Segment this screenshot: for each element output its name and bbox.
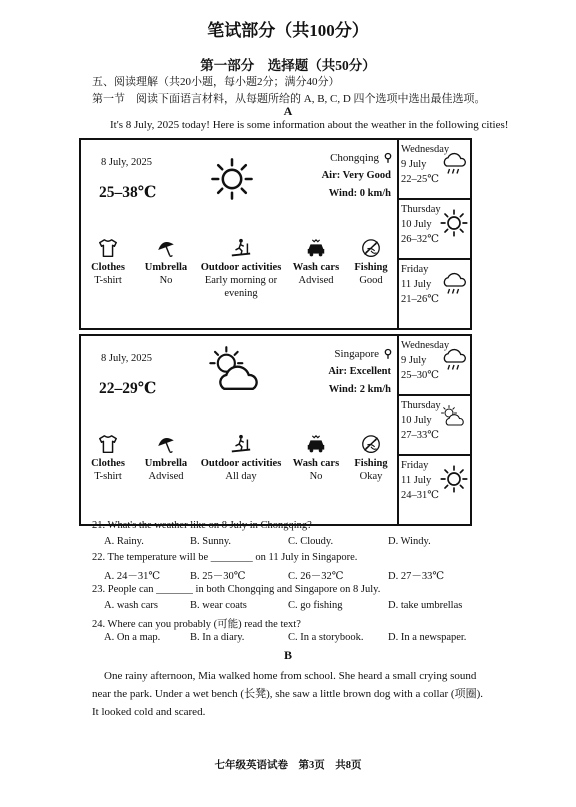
fishing-icon (360, 434, 382, 454)
question-option[interactable]: D. In a newspaper. (388, 632, 467, 643)
air-quality: Air: Very Good (321, 170, 391, 181)
activity-title: Outdoor activities (200, 262, 282, 273)
today-temp: 25–38℃ (99, 184, 157, 201)
question-option[interactable]: B. Sunny. (190, 536, 232, 547)
forecast-day (397, 336, 472, 396)
activity-value: Good (359, 275, 383, 286)
forecast-date: 9 July (401, 355, 427, 366)
weather-card (79, 138, 472, 330)
question-option[interactable]: C. Cloudy. (288, 536, 334, 547)
activity-title: Clothes (91, 262, 125, 273)
question-option[interactable]: D. take umbrellas (388, 600, 463, 611)
car-wash-icon (305, 434, 327, 454)
car-wash-icon (305, 238, 327, 258)
question-option[interactable]: A. On a map. (104, 632, 161, 643)
forecast-temp: 24–31℃ (401, 490, 439, 501)
forecast-temp: 27–33℃ (401, 430, 439, 441)
forecast-weekday: Thursday (401, 400, 441, 411)
forecast-date: 10 July (401, 415, 432, 426)
forecast-weekday: Thursday (401, 204, 441, 215)
activity-item (199, 238, 283, 300)
today-panel (81, 140, 399, 328)
forecast-date: 10 July (401, 219, 432, 230)
activity-title: Outdoor activities (200, 458, 282, 469)
fishing-icon (360, 238, 382, 258)
question-stem: 24. Where can you probably (可能) read the text? (92, 619, 301, 630)
question-stem: 21. What's the weather like on 8 July in Chongqing? (92, 520, 312, 531)
forecast-weekday: Friday (401, 264, 429, 275)
activity-title: Umbrella (144, 458, 188, 469)
question-option[interactable]: C. In a storybook. (288, 632, 364, 643)
question-option[interactable]: A. 24－31℃ (104, 571, 161, 582)
treadmill-icon (230, 434, 252, 454)
question-option[interactable]: B. In a diary. (190, 632, 245, 643)
activity-value: T-shirt (94, 275, 122, 286)
activity-value: T-shirt (94, 471, 122, 482)
location-pin-icon (383, 347, 393, 359)
part-instruction: 五、阅读理解（共20小题，每小题2分；满分40分） (92, 76, 340, 88)
page-footer: 七年级英语试卷 第3页 共8页 (214, 760, 362, 771)
forecast-day (397, 200, 472, 260)
passage-b-letter: B (283, 648, 292, 662)
activity-value: No (309, 471, 323, 482)
activity-value: Early morning or evening (204, 275, 278, 299)
wind-speed: Wind: 0 km/h (328, 188, 391, 199)
activity-value: Advised (298, 275, 334, 286)
weather-card (79, 334, 472, 526)
today-date: 8 July, 2025 (101, 353, 152, 364)
forecast-weekday: Friday (401, 460, 429, 471)
activity-title: Wash cars (292, 458, 340, 469)
activity-item (349, 434, 393, 483)
activity-item (138, 238, 194, 287)
question-option[interactable]: C. 26－32℃ (288, 571, 344, 582)
section-title: 第一部分 选择题（共50分） (200, 58, 376, 73)
question-option[interactable]: A. Rainy. (104, 536, 144, 547)
forecast-day (397, 260, 472, 328)
rain-icon (439, 268, 469, 298)
umbrella-icon (155, 434, 177, 454)
sun-icon (439, 464, 469, 494)
sun-icon (209, 156, 255, 202)
treadmill-icon (230, 238, 252, 258)
forecast-weekday: Wednesday (401, 340, 450, 351)
forecast-day (397, 396, 472, 456)
question-option[interactable]: D. Windy. (388, 536, 431, 547)
passage-a-letter: A (283, 104, 293, 118)
sun-icon (439, 208, 469, 238)
city-name: Singapore (334, 348, 379, 360)
activity-title: Wash cars (292, 262, 340, 273)
forecast-weekday: Wednesday (401, 144, 450, 155)
today-temp: 22–29℃ (99, 380, 157, 397)
today-panel (81, 336, 399, 524)
rain-icon (439, 148, 469, 178)
partly-cloudy-icon (205, 344, 269, 396)
forecast-temp: 22–25℃ (401, 174, 439, 185)
forecast-date: 9 July (401, 159, 427, 170)
page-title: 笔试部分（共100分） (207, 21, 369, 40)
wind-speed: Wind: 2 km/h (328, 384, 391, 395)
section-instruction: 第一节 阅读下面语言材料，从每题所给的 A, B, C, D 四个选项中选出最佳选项。 (92, 93, 486, 105)
activity-value: Advised (148, 471, 184, 482)
activity-title: Fishing (354, 458, 388, 469)
passage-b-text: One rainy afternoon, Mia walked home from school. She heard a small crying sound near the park. Under a wet bench (长凳), she saw a little brown dog with a collar (项圈). It looked cold and scared. (92, 670, 483, 718)
partly-cloudy-icon (439, 404, 469, 434)
tshirt-icon (97, 238, 119, 258)
forecast-day (397, 456, 472, 524)
activity-item (83, 238, 133, 287)
activity-item (138, 434, 194, 483)
question-option[interactable]: B. 25－30℃ (190, 571, 246, 582)
activity-value: No (159, 275, 173, 286)
passage-a-intro: It's 8 July, 2025 today! Here is some information about the weather in the following cities! (110, 119, 509, 131)
activity-value: All day (225, 471, 257, 482)
activity-item (83, 434, 133, 483)
activity-title: Fishing (354, 262, 388, 273)
activity-title: Umbrella (144, 262, 188, 273)
forecast-day (397, 140, 472, 200)
activity-item (199, 434, 283, 483)
activity-item (289, 238, 343, 287)
question-option[interactable]: B. wear coats (190, 600, 247, 611)
forecast-temp: 25–30℃ (401, 370, 439, 381)
question-option[interactable]: C. go fishing (288, 600, 343, 611)
question-option[interactable]: D. 27－33℃ (388, 571, 445, 582)
activity-item (289, 434, 343, 483)
forecast-temp: 26–32℃ (401, 234, 439, 245)
activity-value: Okay (359, 471, 383, 482)
activity-title: Clothes (91, 458, 125, 469)
location-pin-icon (383, 151, 393, 163)
forecast-date: 11 July (401, 475, 432, 486)
tshirt-icon (97, 434, 119, 454)
forecast-date: 11 July (401, 279, 432, 290)
city-name: Chongqing (330, 152, 379, 164)
question-stem: 22. The temperature will be ________ on 11 July in Singapore. (92, 552, 358, 563)
rain-icon (439, 344, 469, 374)
question-stem: 23. People can _______ in both Chongqing and Singapore on 8 July. (92, 584, 381, 595)
air-quality: Air: Excellent (328, 366, 391, 377)
activity-item (349, 238, 393, 287)
today-date: 8 July, 2025 (101, 157, 152, 168)
question-option[interactable]: A. wash cars (104, 600, 158, 611)
forecast-temp: 21–26℃ (401, 294, 439, 305)
umbrella-icon (155, 238, 177, 258)
